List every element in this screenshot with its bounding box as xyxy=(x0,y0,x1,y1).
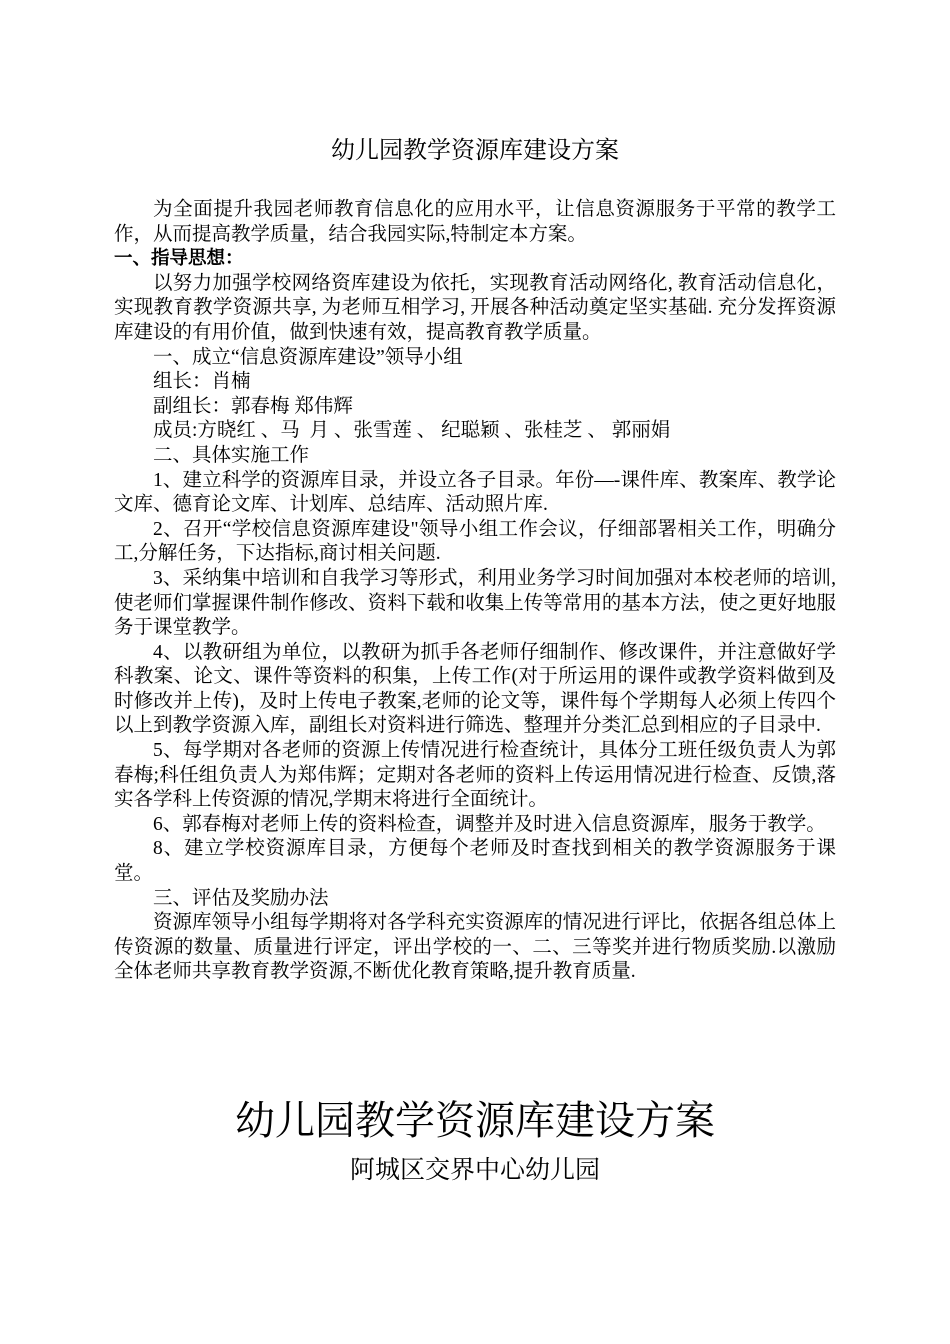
document-body xyxy=(114,198,836,985)
cover-subtitle: 阿城区交界中心幼儿园 xyxy=(349,1155,600,1184)
implementation-item-2: 2、召开“学校信息资源库建设"领导小组工作会议，仔细部署相关工作，明确分工,分解任务，下达指标,商讨相关问题. xyxy=(114,518,836,565)
intro-paragraph: 为全面提升我园老师教育信息化的应用水平，让信息资源服务于平常的教学工作，从而提高教学质量，结合我园实际,特制定本方案。 xyxy=(114,199,836,245)
implementation-item-5: 5、每学期对各老师的资源上传情况进行检查统计，具体分工班任级负责人为郭春梅;科任组负责人为郑伟辉；定期对各老师的资料上传运用情况进行检查、反馈,落实各学科上传资源的情况,学期末将进行全面统计。 xyxy=(114,740,836,811)
group-vice-leader: 副组长：郭春梅 郑伟辉 xyxy=(153,395,353,417)
implementation-item-1: 1、建立科学的资源库目录，并设立各子目录。年份—-课件库、教案库、教学论文库、德育论文库、计划库、总结库、活动照片库. xyxy=(114,469,836,516)
group-leader: 组长：肖楠 xyxy=(153,371,251,393)
implementation-item-4: 4、以教研组为单位，以教研为抓手各老师仔细制作、修改课件，并注意做好学科教案、论文、课件等资料的积集，上传工作(对于所运用的课件或教学资料做到及时修改并上传)，及时上传电子教案,老师的论文等，课件每个学期每人必须上传四个以上到教学资源入库，副组长对资料进行筛选、整理并分类汇总到相应的子目录中. xyxy=(114,641,836,737)
section-heading-guiding-thought: 一、指导思想： xyxy=(114,248,244,270)
evaluation-paragraph: 资源库领导小组每学期将对各学科充实资源库的情况进行评比，依据各组总体上传资源的数量、质量进行评定，评出学校的一、二、三等奖并进行物质奖励.以激励全体老师共享教育教学资源,不断优化教育策略,提升教育质量. xyxy=(114,912,836,983)
group-members: 成员:方晓红 、马 月 、张雪莲 、 纪聪颖 、张桂芝 、 郭丽娟 xyxy=(153,420,671,442)
implementation-heading: 二、具体实施工作 xyxy=(153,444,310,466)
guiding-thought-paragraph: 以努力加强学校网络资库建设为依托，实现教育活动网络化, 教育活动信息化，实现教育教学资源共享, 为老师互相学习, 开展各种活动奠定坚实基础. 充分发挥资源库建设的有用价值，做到快速有效，提高教育教学质量。 xyxy=(114,272,836,343)
leadership-group-heading: 一、成立“信息资源库建设”领导小组 xyxy=(153,346,463,368)
implementation-item-8: 8、建立学校资源库目录，方便每个老师及时查找到相关的教学资源服务于课堂。 xyxy=(114,838,836,885)
cover-title: 幼儿园教学资源库建设方案 xyxy=(235,1098,715,1144)
document-title: 幼儿园教学资源库建设方案 xyxy=(331,136,619,164)
implementation-item-6: 6、郭春梅对老师上传的资料检查，调整并及时进入信息资源库，服务于教学。 xyxy=(153,813,826,835)
evaluation-heading: 三、评估及奖励办法 xyxy=(153,887,329,909)
implementation-item-3: 3、采纳集中培训和自我学习等形式，利用业务学习时间加强对本校老师的培训,使老师们掌握课件制作修改、资料下载和收集上传等常用的基本方法，使之更好地服务于课堂教学。 xyxy=(114,567,836,639)
